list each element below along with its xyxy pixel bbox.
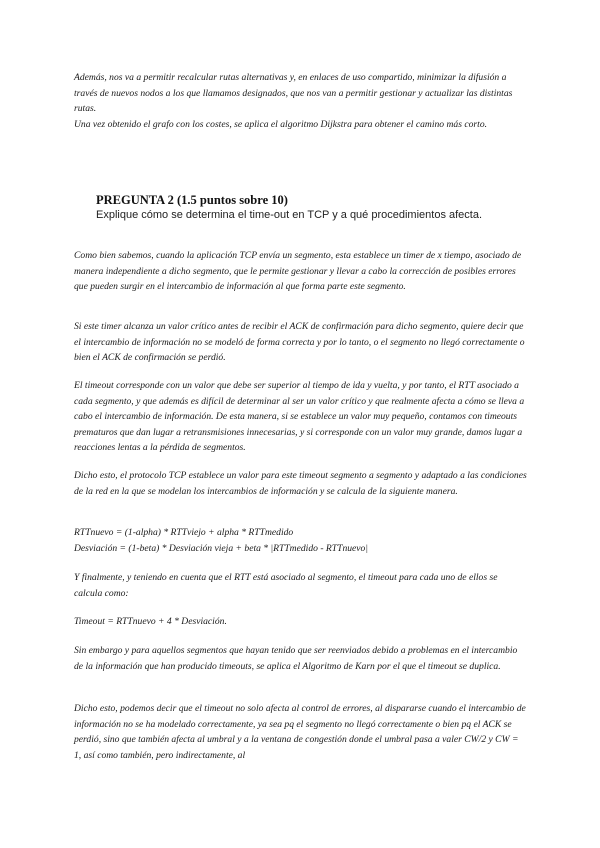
formula-timeout: Timeout = RTTnuevo + 4 * Desviación. — [74, 616, 227, 627]
answer-paragraph-3: El timeout corresponde con un valor que debe ser superior al tiempo de ida y vuelta, y por tanto, el RTT asociado a cada segmento, y que además es difícil de determinar al ser un valor crítico y que realmente afecta a cómo se lleva a cabo el intercambio de información. De esta manera, si se establece un valor muy pequeño, contamos con timeouts prematuros que dan lugar a retransmisiones innecesarias, y si corresponde con un valor muy grande, damos lugar a reacciones lentas a la pérdida de segmentos. — [74, 380, 525, 454]
formula-rtt-nuevo: RTTnuevo = (1-alpha) * RTTviejo + alpha * RTTmedido — [74, 527, 294, 538]
formula-desviacion: Desviación = (1-beta) * Desviación vieja + beta * |RTTmedido - RTTnuevo| — [74, 542, 368, 554]
answer-paragraph-5: Y finalmente, y teniendo en cuenta que el RTT está asociado al segmento, el timeout para cada uno de ellos se calcula como: — [74, 572, 498, 599]
formula-rtt — [74, 525, 528, 556]
answer-paragraph-2: Si este timer alcanza un valor crítico antes de recibir el ACK de confirmación para dicho segmento, quiere decir que el intercambio de información no se modeló de forma correcta y por lo tanto, o el segmento no llegó correctamente o bien el ACK de confirmación se perdió. — [74, 321, 525, 364]
intro-paragraph-1: Además, nos va a permitir recalcular rutas alternativas y, en enlaces de uso compartido, minimizar la difusión a través de nuevos nodos a los que llamamos designados, que nos van a permitir gestionar y actualizar las distintas rutas. — [74, 72, 513, 115]
answer-paragraph-7: Dicho esto, podemos decir que el timeout no solo afecta al control de errores, al dispararse cuando el intercambio de información no se ha modelado correctamente, ya sea pq el segmento no llegó correctamente o bien pq el ACK se perdió, sino que también afecta al umbral y a la ventana de congestión donde el umbral pasa a valer CW/2 y CW = 1, así como también, pero indirectamente, al — [74, 703, 526, 761]
answer-paragraph-6: Sin embargo y para aquellos segmentos que hayan tenido que ser reenviados debido a problemas en el intercambio de la información que han producido timeouts, se aplica el Algoritmo de Karn por el que el timeout se duplica. — [74, 645, 518, 672]
answer-paragraph-4: Dicho esto, el protocolo TCP establece un valor para este timeout segmento a segmento y adaptado a las condiciones de la red en la que se modelan los intercambios de información y se calcula de la siguiente manera. — [74, 470, 527, 497]
answer-paragraph-1: Como bien sabemos, cuando la aplicación TCP envía un segmento, esta establece un timer de x tiempo, asociado de manera independiente a dicho segmento, que le permite gestionar y llevar a cabo la corrección de posibles errores que pueden surgir en el intercambio de información al que forma parte este segmento. — [74, 250, 522, 293]
question-title: PREGUNTA 2 (1.5 puntos sobre 10) — [96, 193, 288, 207]
question-prompt: Explique cómo se determina el time-out en TCP y a qué procedimientos afecta. — [96, 209, 483, 221]
intro-paragraph-2: Una vez obtenido el grafo con los costes, se aplica el algoritmo Dijkstra para obtener el camino más corto. — [74, 119, 488, 130]
